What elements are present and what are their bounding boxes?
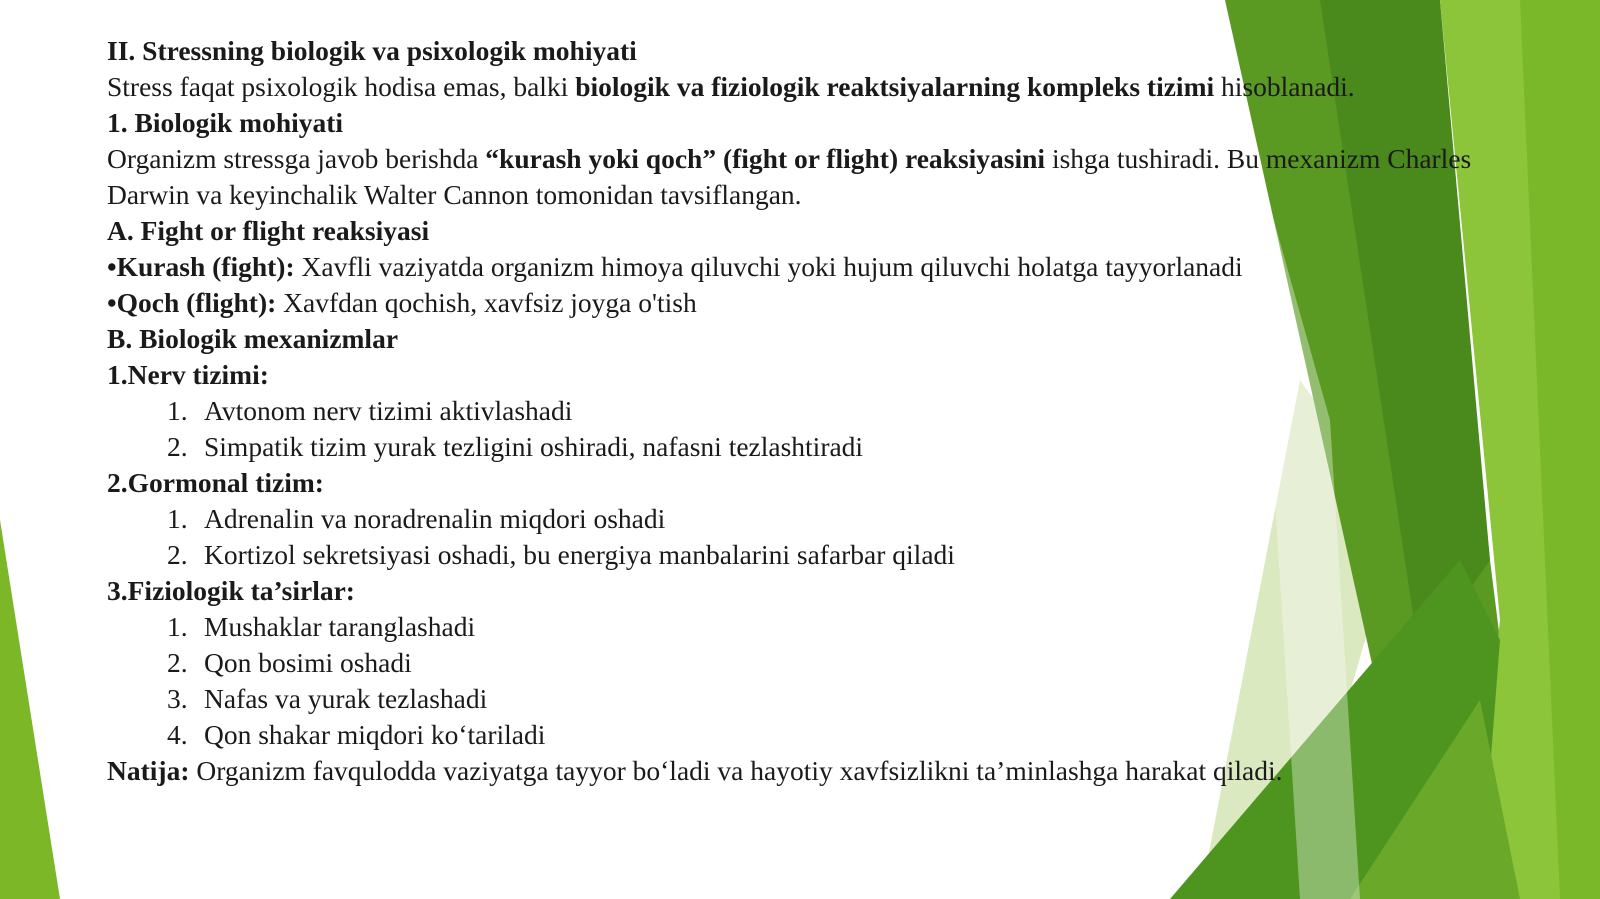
list-number: 2. <box>167 539 188 570</box>
intro-bold: biologik va fiziologik reaktsiyalarning kompleks tizimi <box>575 71 1215 102</box>
list-number: 2. <box>167 647 188 678</box>
mech-heading: B. Biologik mexanizmlar <box>107 323 399 354</box>
section-title: II. Stressning biologik va psixologik mohiyati <box>107 35 637 66</box>
bio-post: ishga tushiradi. Bu mexanizm Charles Darwin va keyinchalik Walter Cannon tomonidan tavsiflangan. <box>107 143 1472 210</box>
list-text: Mushaklar taranglashadi <box>204 611 476 642</box>
intro-post: hisoblanadi. <box>1214 71 1355 102</box>
list-number: 1. <box>167 611 188 642</box>
result-text: Organizm favqulodda vaziyatga tayyor bo‘ladi va hayotiy xavfsizlikni ta’minlashga harakat qiladi. <box>189 755 1283 786</box>
list-text: Simpatik tizim yurak tezligini oshiradi, nafasni tezlashtiradi <box>204 431 864 462</box>
bio-pre: Organizm stressga javob berishda <box>107 143 486 174</box>
list-item <box>107 393 1567 429</box>
slide-content <box>107 33 1567 789</box>
list-text: Adrenalin va noradrenalin miqdori oshadi <box>204 503 666 534</box>
result-line <box>107 753 1567 789</box>
bio-heading: 1. Biologik mohiyati <box>107 107 344 138</box>
bio-paragraph <box>107 141 1507 213</box>
list-item <box>107 609 1567 645</box>
list-item <box>107 537 1567 573</box>
list-item <box>107 645 1567 681</box>
list-number: 1. <box>167 395 188 426</box>
list-text: Nafas va yurak tezlashadi <box>204 683 488 714</box>
result-label: Natija: <box>107 755 190 786</box>
list-number: 1. <box>167 503 188 534</box>
left-green-wedge <box>0 520 60 899</box>
list-text: Kortizol sekretsiyasi oshadi, bu energiya manbalarini safarbar qiladi <box>204 539 955 570</box>
group-heading-fiziologik: 3.Fiziologik ta’sirlar: <box>107 575 355 606</box>
list-text: Avtonom nerv tizimi aktivlashadi <box>204 395 573 426</box>
intro-pre: Stress faqat psixologik hodisa emas, balki <box>107 71 576 102</box>
list-item <box>107 717 1567 753</box>
intro-paragraph <box>107 69 1567 105</box>
fight-label: •Kurash (fight): <box>107 251 295 282</box>
fight-text: Xavfli vaziyatda organizm himoya qiluvchi yoki hujum qiluvchi holatga tayyorlanadi <box>294 251 1243 282</box>
list-number: 3. <box>167 683 188 714</box>
flight-text: Xavfdan qochish, xavfsiz joyga o'tish <box>276 287 697 318</box>
group-heading-gormonal: 2.Gormonal tizim: <box>107 467 324 498</box>
fight-heading: A. Fight or flight reaksiyasi <box>107 215 430 246</box>
list-item <box>107 681 1567 717</box>
list-text: Qon bosimi oshadi <box>204 647 412 678</box>
group-heading-nerv: 1.Nerv tizimi: <box>107 359 269 390</box>
list-item <box>107 429 1567 465</box>
list-number: 4. <box>167 719 188 750</box>
bio-bold: “kurash yoki qoch” (fight or flight) reaksiyasini <box>485 143 1046 174</box>
list-text: Qon shakar miqdori ko‘tariladi <box>204 719 546 750</box>
flight-item <box>107 285 1567 321</box>
flight-label: •Qoch (flight): <box>107 287 277 318</box>
fight-item <box>107 249 1567 285</box>
list-number: 2. <box>167 431 188 462</box>
list-item <box>107 501 1567 537</box>
